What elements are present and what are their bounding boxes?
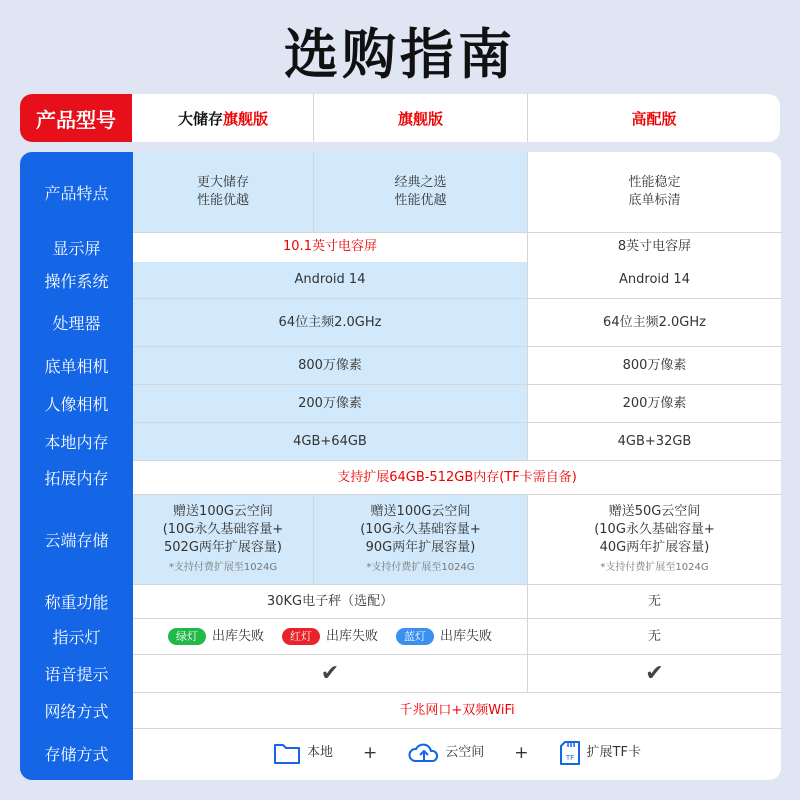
model-header-label: 产品型号 (20, 94, 132, 142)
blue-light-badge: 蓝灯 (396, 628, 434, 645)
indicator-blue (396, 628, 492, 646)
camera-right: 800万像素 (622, 357, 687, 373)
row-label-camera: 底单相机 (44, 356, 109, 376)
plus-sign: + (363, 743, 378, 763)
screen-right: 8英寸电容屏 (617, 239, 692, 254)
column-divider (527, 232, 528, 461)
features-line: 性能优越 (196, 193, 249, 208)
cpu-left: 64位主频2.0GHz (133, 299, 527, 346)
indicator-red (282, 628, 378, 646)
plus-sign: + (514, 743, 529, 763)
page-title: 选购指南 (284, 23, 516, 86)
cloud-upload-icon (407, 741, 441, 765)
storage-local (273, 741, 333, 765)
row-label-os: 操作系统 (44, 271, 109, 291)
cpu-right: 64位主频2.0GHz (603, 314, 706, 330)
row-label-network: 网络方式 (44, 701, 109, 721)
row-label-portrait: 人像相机 (44, 394, 109, 414)
memory-left: 4GB+64GB (133, 423, 527, 460)
camera-left: 800万像素 (133, 347, 527, 384)
storage-cloud-label: 云空间 (445, 745, 485, 760)
memory-right: 4GB+32GB (617, 433, 692, 449)
row-label-memory: 本地内存 (44, 432, 109, 452)
folder-icon (273, 741, 301, 765)
screen-left: 10.1英寸电容屏 (283, 239, 377, 254)
features-line: 更大储存 (196, 175, 249, 190)
cloud-cell-2 (314, 495, 527, 584)
cloud-line: 502G两年扩展容量) (164, 539, 282, 555)
cloud-line: (10G永久基础容量+ (162, 521, 284, 537)
storage-tf (559, 740, 641, 766)
indicator-text: 出库失败 (211, 628, 264, 644)
row-label-cloud: 云端存储 (44, 530, 109, 550)
indicator-text: 出库失败 (440, 628, 493, 644)
cloud-line: 赠送50G云空间 (608, 503, 701, 519)
network-all: 千兆网口+双频WiFi (399, 702, 515, 718)
features-line: 底单标清 (628, 193, 681, 208)
features-line: 性能优越 (394, 193, 447, 208)
features-cell-1 (133, 152, 313, 232)
row-label-screen: 显示屏 (52, 238, 101, 258)
expand-all: 支持扩展64GB-512GB内存(TF卡需自备) (337, 469, 577, 485)
model-flagship: 旗舰版 (397, 109, 443, 128)
cloud-cell-1 (133, 495, 313, 584)
checkmark-icon: ✔ (645, 660, 664, 686)
os-left: Android 14 (133, 262, 527, 298)
features-line: 性能稳定 (628, 175, 681, 190)
model-header-row (20, 94, 780, 142)
portrait-right: 200万像素 (622, 395, 687, 411)
spec-table (133, 152, 781, 780)
cloud-note: *支持付费扩展至1024G (168, 561, 278, 573)
row-label-weigh: 称重功能 (44, 592, 109, 612)
sd-card-icon (559, 740, 581, 766)
voice-left (133, 655, 527, 692)
portrait-left: 200万像素 (133, 385, 527, 422)
indicator-right: 无 (647, 628, 661, 644)
indicator-green (168, 628, 264, 646)
model-high-config: 高配版 (631, 109, 677, 128)
red-light-badge: 红灯 (282, 628, 320, 645)
tf-icon-text: TF (565, 754, 574, 762)
storage-methods (133, 729, 781, 777)
voice-right (528, 655, 781, 692)
features-line: 经典之选 (394, 175, 447, 190)
cloud-cell-3 (528, 495, 781, 584)
row-label-storage: 存储方式 (44, 744, 109, 764)
cloud-line: 赠送100G云空间 (173, 503, 273, 519)
storage-local-label: 本地 (307, 745, 334, 760)
cloud-note: *支持付费扩展至1024G (366, 561, 475, 573)
features-cell-2 (314, 152, 527, 232)
row-label-voice: 语音提示 (44, 664, 109, 684)
indicator-text: 出库失败 (325, 628, 378, 644)
indicator-left (133, 619, 527, 654)
cloud-line: 90G两年扩展容量) (365, 539, 476, 555)
row-label-features: 产品特点 (44, 183, 109, 203)
model-premium-storage (133, 94, 313, 142)
storage-tf-label: 扩展TF卡 (586, 745, 641, 760)
cloud-line: 40G两年扩展容量) (599, 539, 710, 555)
cloud-note: *支持付费扩展至1024G (600, 561, 709, 573)
weigh-left: 30KG电子秤（选配） (266, 593, 394, 609)
cloud-line: (10G永久基础容量+ (360, 521, 481, 537)
model-premium-storage-suffix: 旗舰版 (223, 109, 269, 128)
checkmark-icon: ✔ (320, 660, 340, 686)
green-light-badge: 绿灯 (168, 628, 206, 645)
cloud-line: 赠送100G云空间 (370, 503, 471, 519)
row-label-cpu: 处理器 (52, 313, 101, 333)
cloud-line: (10G永久基础容量+ (594, 521, 715, 537)
os-right: Android 14 (619, 272, 690, 287)
storage-cloud (407, 741, 484, 765)
model-premium-storage-prefix: 大储存 (177, 109, 223, 128)
features-cell-3 (528, 152, 781, 232)
row-label-expand: 拓展内存 (44, 468, 109, 488)
weigh-right: 无 (647, 593, 661, 609)
row-label-indicator: 指示灯 (52, 627, 101, 647)
